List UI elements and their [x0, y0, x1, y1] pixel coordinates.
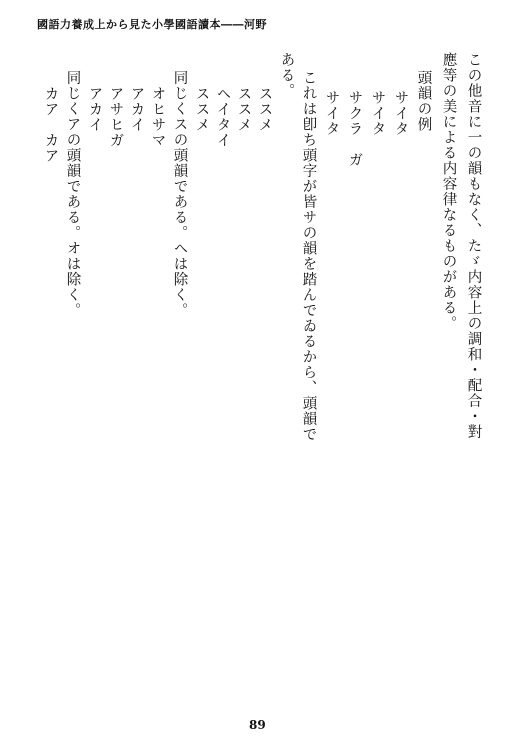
text-column: ススメ [256, 86, 273, 133]
text-column: これは卽ち頭字が皆サの韻を踏んでゐるから、頭韻で [300, 70, 317, 442]
text-column: ススメ [235, 86, 252, 133]
text-column: カア カア [42, 86, 59, 164]
text-column: ヘイタイ [214, 86, 231, 148]
running-header: 國語力養成上から見た小學國語讀本――河野 [37, 18, 267, 31]
text-column: アサヒガ [107, 86, 124, 148]
text-column: サイタ [369, 90, 386, 137]
text-column: この他音に一の韻もなく、たゞ内容上の調和・配合・對 [465, 52, 482, 440]
text-column: アカイ [128, 86, 145, 133]
text-column: 同じくスの頭韻である。ヘは除く。 [171, 70, 188, 318]
text-column: オヒサマ [149, 86, 166, 148]
text-column: ある。 [278, 52, 295, 99]
text-column: サイタ [323, 90, 340, 137]
text-column: 頭韻の例 [415, 70, 432, 132]
text-column: サイタ [392, 90, 409, 137]
text-column: 應等の美による内容律なるものがある。 [440, 52, 457, 331]
page-number: 89 [249, 718, 266, 732]
text-column: ススメ [193, 86, 210, 133]
text-column: 同じくアの頭韻である。オは除く。 [64, 70, 81, 318]
text-column: アカイ [86, 86, 103, 133]
text-column: サクラ ガ [346, 90, 363, 168]
